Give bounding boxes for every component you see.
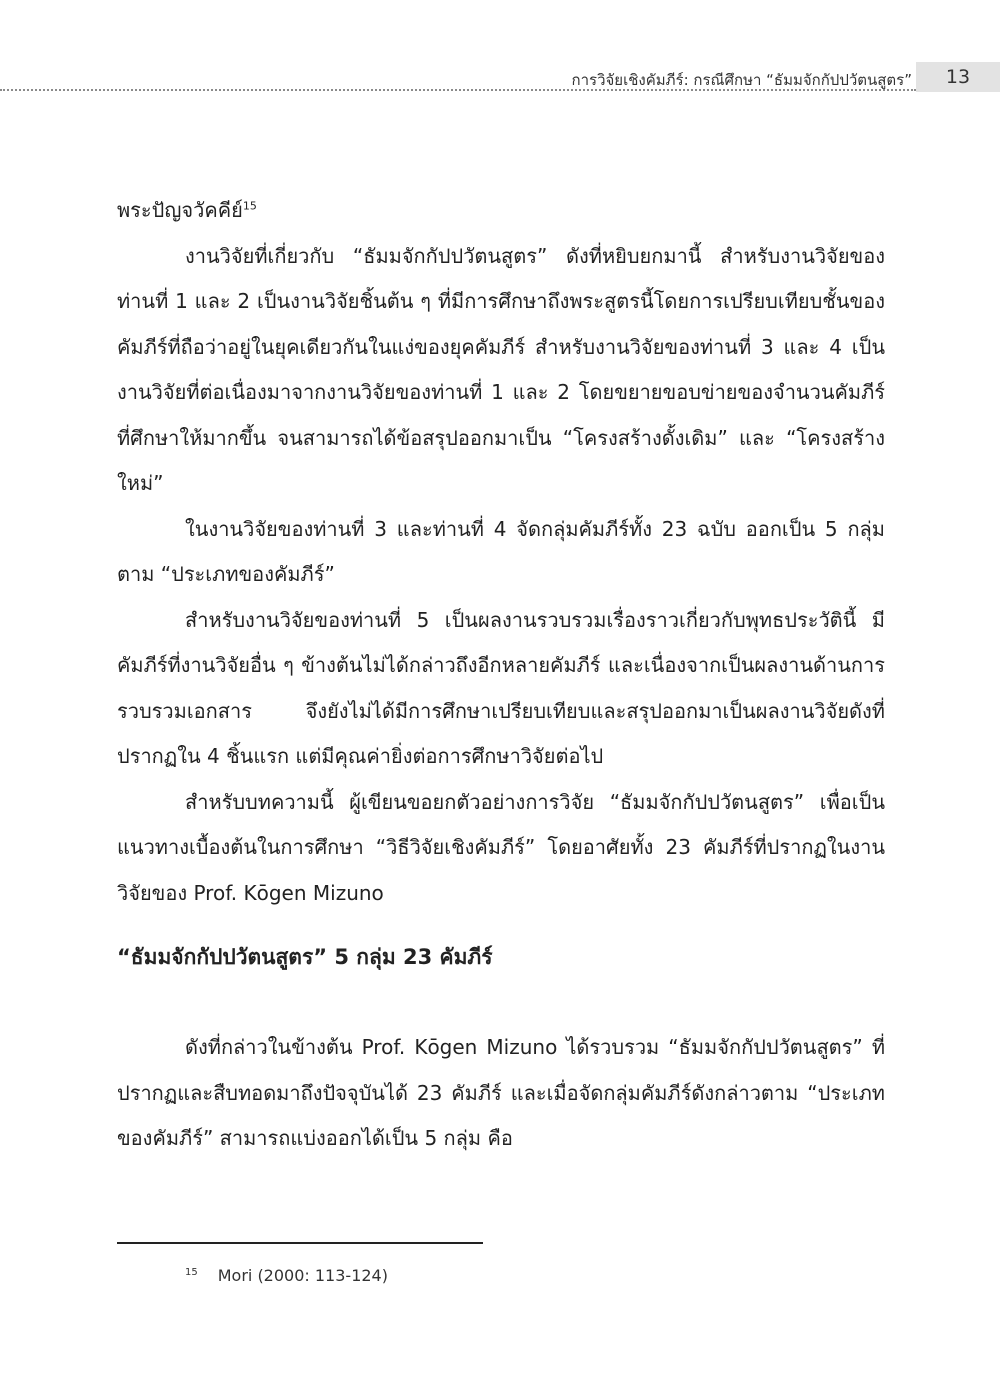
section-body xyxy=(117,1025,885,1162)
paragraph: สำหรับบทความนี้ ผู้เขียนขอยกตัวอย่างการวิจัย “ธัมมจักกัปปวัตนสูตร” เพื่อเป็นแนวทางเบื้องต้นในการศึกษา “วิธีวิจัยเชิงคัมภีร์” โดยอาศัยทั้ง 23 คัมภีร์ที่ปรากฏในงานวิจัยของ Prof. Kōgen Mizuno xyxy=(117,789,885,905)
page-number: 13 xyxy=(916,62,1000,92)
paragraph: ดังที่กล่าวในข้างต้น Prof. Kōgen Mizuno ได้รวบรวม “ธัมมจักกัปปวัตนสูตร” ที่ปรากฏและสืบทอดมาถึงปัจจุบันได้ 23 คัมภีร์ และเมื่อจัดกลุ่มคัมภีร์ดังกล่าวตาม “ประเภทของคัมภีร์” สามารถแบ่งออกได้เป็น 5 กลุ่ม คือ xyxy=(117,1035,885,1150)
paragraph-continuation xyxy=(117,188,885,234)
paragraph-text: พระปัญจวัคคีย์ xyxy=(117,198,243,222)
footnote-rule xyxy=(117,1242,483,1244)
paragraph: สำหรับงานวิจัยของท่านที่ 5 เป็นผลงานรวบรวมเรื่องราวเกี่ยวกับพุทธประวัตินี้ มีคัมภีร์ที่งานวิจัยอื่น ๆ ข้างต้นไม่ได้กล่าวถึงอีกหลายคัมภีร์ และเนื่องจากเป็นผลงานด้านการรวบรวมเอกสาร จึงยังไม่ได้มีการศึกษาเปรียบเทียบและสรุปออกมาเป็นผลงานวิจัยดังที่ปรากฏใน 4 ชิ้นแรก แต่มีคุณค่ายิ่งต่อการศึกษาวิจัยต่อไป xyxy=(117,607,885,768)
body-text xyxy=(117,188,885,916)
paragraph: งานวิจัยที่เกี่ยวกับ “ธัมมจักกัปปวัตนสูตร” ดังที่หยิบยกมานี้ สำหรับงานวิจัยของท่านที่ 1 และ 2 เป็นงานวิจัยชิ้นต้น ๆ ที่มีการศึกษาถึงพระสูตรนี้โดยการเปรียบเทียบชั้นของคัมภีร์ที่ถือว่าอยู่ในยุคเดียวกันในแง่ของยุคคัมภีร์ สำหรับงานวิจัยของท่านที่ 3 และ 4 เป็นงานวิจัยที่ต่อเนื่องมาจากงานวิจัยของท่านที่ 1 และ 2 โดยขยายขอบข่ายของจำนวนคัมภีร์ที่ศึกษาให้มากขึ้น จนสามารถได้ข้อสรุปออกมาเป็น “โครงสร้างดั้งเดิม” และ “โครงสร้างใหม่” xyxy=(117,243,885,495)
footnote-number: 15 xyxy=(185,1266,198,1278)
footnote-text: Mori (2000: 113-124) xyxy=(217,1266,388,1285)
header-dotted-rule xyxy=(0,89,916,91)
footnote xyxy=(185,1266,388,1285)
paragraph: ในงานวิจัยของท่านที่ 3 และท่านที่ 4 จัดกลุ่มคัมภีร์ทั้ง 23 ฉบับ ออกเป็น 5 กลุ่ม ตาม “ประเภทของคัมภีร์” xyxy=(117,516,885,586)
footnote-reference: 15 xyxy=(242,199,257,213)
running-header-title: การวิจัยเชิงคัมภีร์: กรณีศึกษา “ธัมมจักกัปปวัตนสูตร” xyxy=(571,71,912,89)
section-heading: “ธัมมจักกัปปวัตนสูตร” 5 กลุ่ม 23 คัมภีร์ xyxy=(117,945,493,969)
